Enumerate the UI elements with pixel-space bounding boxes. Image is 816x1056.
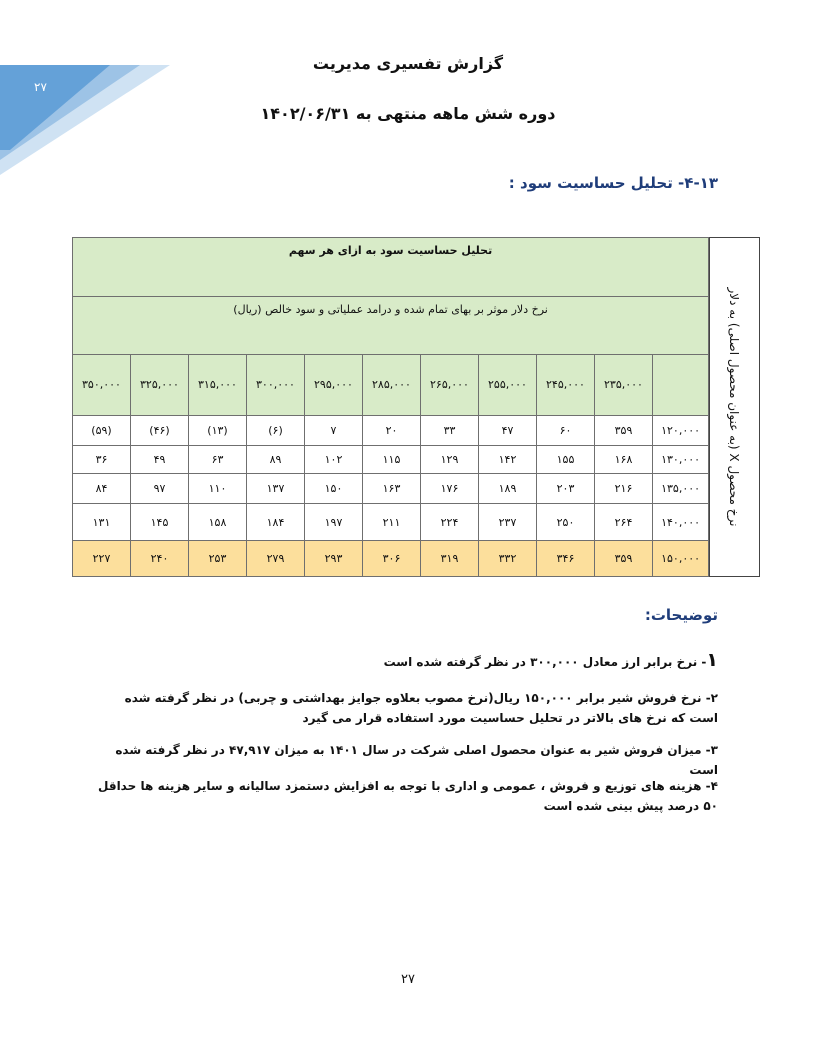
table-cell: (۴۶): [131, 415, 189, 445]
table-cell: ۴۹: [131, 445, 189, 473]
table-cell: ۸۹: [247, 445, 305, 473]
column-header: ۳۵۰,۰۰۰: [73, 355, 131, 416]
table-cell: ۷: [305, 415, 363, 445]
table-cell: ۱۳۷: [247, 474, 305, 504]
table-cell: ۲۲۷: [73, 540, 131, 576]
table-cell: ۱۶۳: [363, 474, 421, 504]
table-cell: ۹۷: [131, 474, 189, 504]
table-cell: ۲۵۳: [189, 540, 247, 576]
table-cell: ۳۱۹: [421, 540, 479, 576]
table-cell: ۱۶۸: [595, 445, 653, 473]
table-cell: ۲۷۹: [247, 540, 305, 576]
column-header-row: [73, 355, 709, 416]
column-header: ۳۲۵,۰۰۰: [131, 355, 189, 416]
table-cell: ۴۷: [479, 415, 537, 445]
row-label: ۱۴۰,۰۰۰: [653, 504, 709, 540]
note-4: ۴- هزینه های توزیع و فروش ، عمومی و اداری با توجه به افزایش دستمزد سالیانه و سایر هزینه ها حداقل ۵۰ درصد پیش بینی شده است: [98, 779, 718, 813]
table-cell: ۲۶۴: [595, 504, 653, 540]
column-header: ۲۸۵,۰۰۰: [363, 355, 421, 416]
table-cell: ۲۹۳: [305, 540, 363, 576]
table-cell: ۳۵۹: [595, 540, 653, 576]
table-cell: ۶۰: [537, 415, 595, 445]
table-cell: ۳۰۶: [363, 540, 421, 576]
table-cell: ۱۸۴: [247, 504, 305, 540]
table-cell: ۱۴۵: [131, 504, 189, 540]
row-label: ۱۳۵,۰۰۰: [653, 474, 709, 504]
table-row: [73, 474, 709, 504]
section-heading: ۴-۱۳- تحلیل حساسیت سود :: [508, 174, 718, 192]
page-corner-decoration: [0, 0, 170, 175]
note-1-number: ۱: [706, 649, 718, 671]
table-cell: ۲۲۴: [421, 504, 479, 540]
column-header: ۲۶۵,۰۰۰: [421, 355, 479, 416]
row-axis-label: نرخ محصول X (به عنوان محصول اصلی) به دلار: [727, 287, 741, 527]
table-row: [73, 540, 709, 576]
note-1: [98, 650, 718, 672]
table-cell: ۱۱۰: [189, 474, 247, 504]
table-cell: ۱۸۹: [479, 474, 537, 504]
table-cell: ۲۱۶: [595, 474, 653, 504]
table-cell: ۱۷۶: [421, 474, 479, 504]
table-cell: (۶): [247, 415, 305, 445]
table-title: تحلیل حساسیت سود به ازای هر سهم: [73, 238, 709, 297]
table-cell: ۱۵۸: [189, 504, 247, 540]
table-cell: ۳۵۹: [595, 415, 653, 445]
table-cell: ۲۴۰: [131, 540, 189, 576]
table-cell: ۱۳۱: [73, 504, 131, 540]
table-row: [73, 445, 709, 473]
sensitivity-table-container: [72, 237, 760, 577]
column-header: ۲۴۵,۰۰۰: [537, 355, 595, 416]
table-cell: ۱۵۰: [305, 474, 363, 504]
table-cell: (۱۳): [189, 415, 247, 445]
table-cell: (۵۹): [73, 415, 131, 445]
table-row: [73, 415, 709, 445]
table-cell: ۲۳۷: [479, 504, 537, 540]
table-cell: ۸۴: [73, 474, 131, 504]
table-cell: ۱۱۵: [363, 445, 421, 473]
sensitivity-table: [72, 237, 709, 577]
column-header: ۲۳۵,۰۰۰: [595, 355, 653, 416]
row-label: ۱۵۰,۰۰۰: [653, 540, 709, 576]
table-cell: ۲۰۳: [537, 474, 595, 504]
table-cell: ۶۳: [189, 445, 247, 473]
table-cell: ۳۳۲: [479, 540, 537, 576]
column-header: ۳۰۰,۰۰۰: [247, 355, 305, 416]
corner-page-number: ۲۷: [34, 80, 47, 94]
table-cell: ۳۳: [421, 415, 479, 445]
table-cell: ۲۰: [363, 415, 421, 445]
column-header-corner: [653, 355, 709, 416]
column-header: ۲۵۵,۰۰۰: [479, 355, 537, 416]
table-cell: ۳۴۶: [537, 540, 595, 576]
row-label: ۱۳۰,۰۰۰: [653, 445, 709, 473]
table-cell: ۲۱۱: [363, 504, 421, 540]
column-header: ۲۹۵,۰۰۰: [305, 355, 363, 416]
page-number: ۲۷: [401, 972, 415, 987]
report-title: گزارش تفسیری مدیریت: [312, 54, 504, 73]
note-2: ۲- نرخ فروش شیر برابر ۱۵۰,۰۰۰ ریال(نرخ مصوب بعلاوه جوایز بهداشتی و چربی) در نظر گرفته شده است که نرخ های بالاتر در تحلیل حساسیت مورد استفاده قرار می گیرد: [124, 691, 718, 725]
note-3: ۳- میزان فروش شیر به عنوان محصول اصلی شرکت در سال ۱۴۰۱ به میزان ۴۷,۹۱۷ در نظر گرفته شده است: [115, 743, 718, 777]
row-label: ۱۲۰,۰۰۰: [653, 415, 709, 445]
column-header: ۳۱۵,۰۰۰: [189, 355, 247, 416]
table-cell: ۲۵۰: [537, 504, 595, 540]
notes-heading: توضیحات:: [644, 606, 718, 624]
table-cell: ۱۰۲: [305, 445, 363, 473]
table-cell: ۱۹۷: [305, 504, 363, 540]
note-1-text: - نرخ برابر ارز معادل ۳۰۰,۰۰۰ در نظر گرفته شده است: [383, 655, 707, 669]
row-axis-label-box: [709, 237, 760, 577]
table-cell: ۱۵۵: [537, 445, 595, 473]
table-subtitle: نرخ دلار موثر بر بهای تمام شده و درامد عملیاتی و سود خالص (ریال): [73, 296, 709, 355]
table-cell: ۳۶: [73, 445, 131, 473]
report-period: دوره شش ماهه منتهی به ۱۴۰۲/۰۶/۳۱: [260, 104, 556, 123]
table-row: [73, 504, 709, 540]
table-cell: ۱۴۲: [479, 445, 537, 473]
table-cell: ۱۲۹: [421, 445, 479, 473]
